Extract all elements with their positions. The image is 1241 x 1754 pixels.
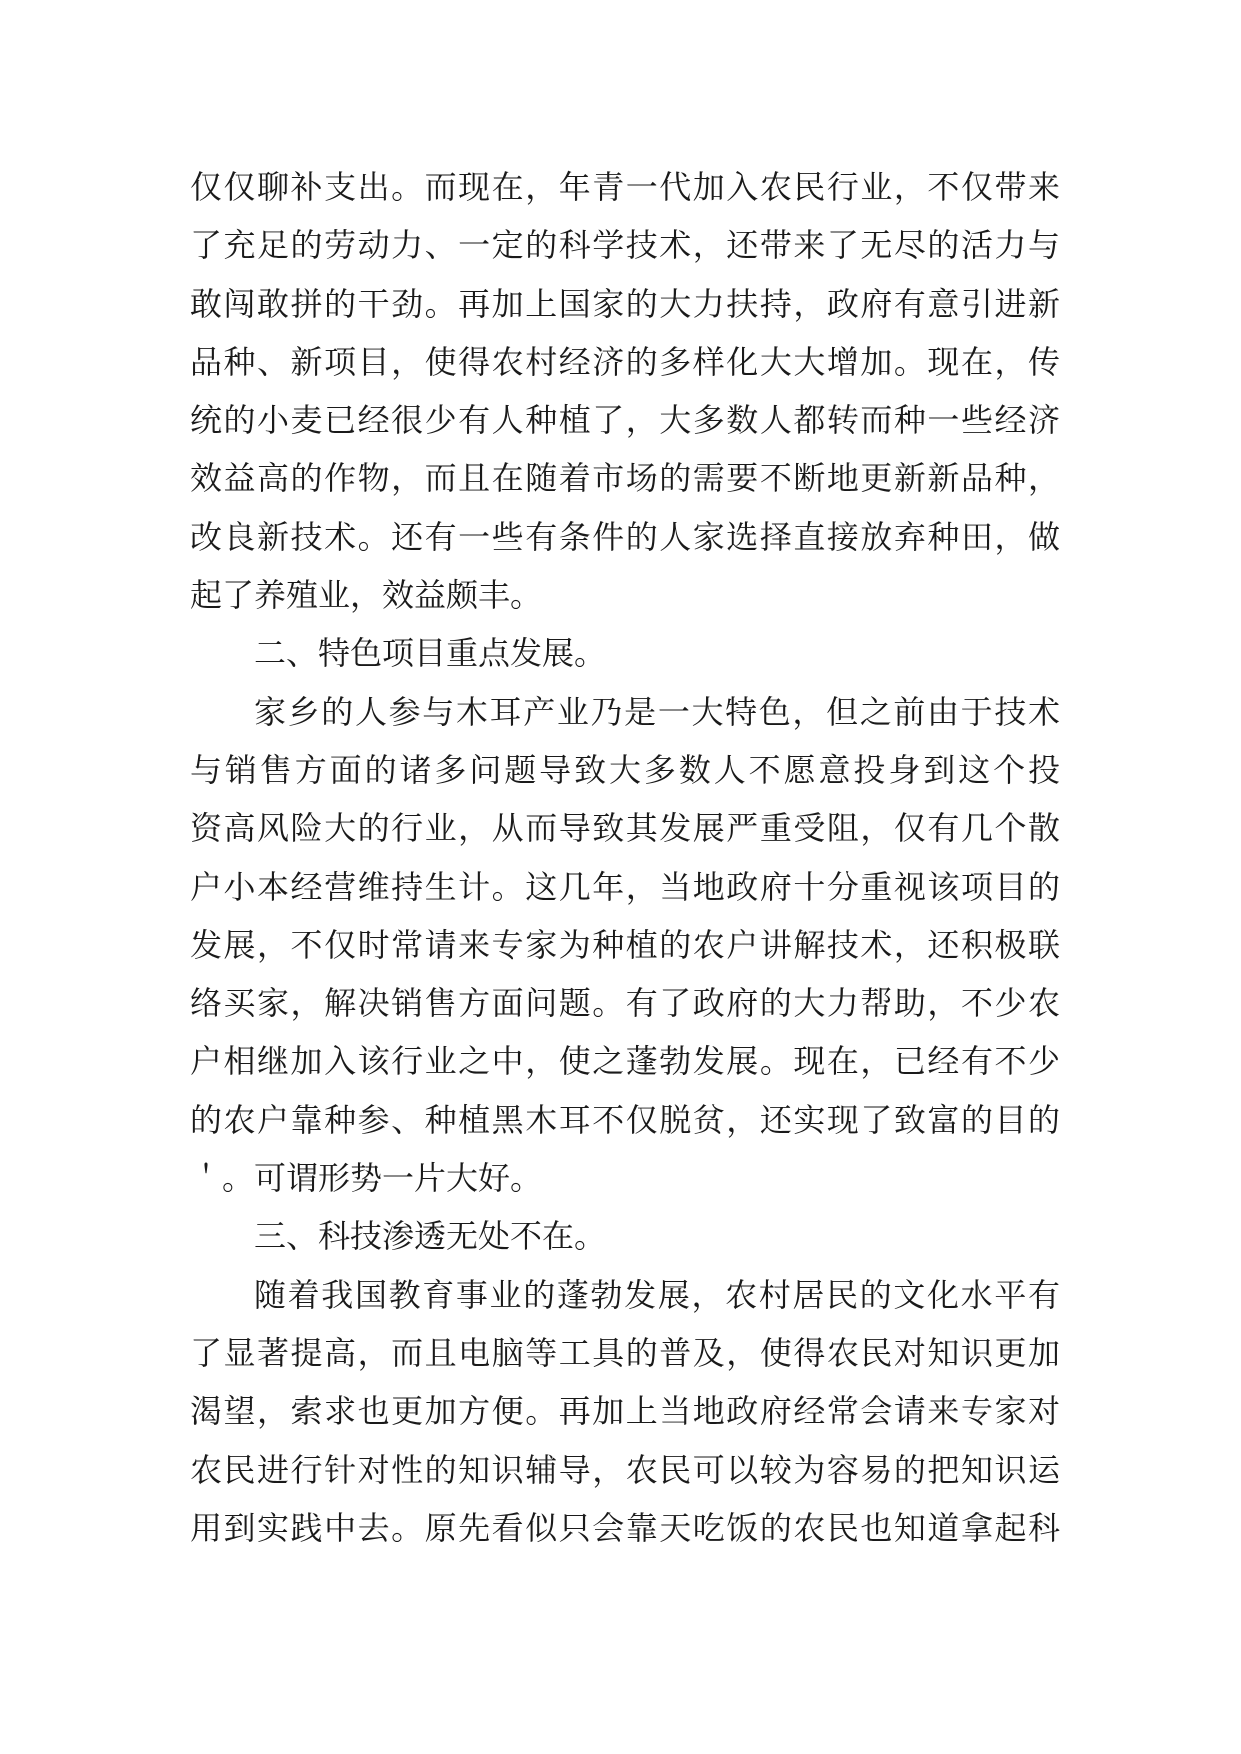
text-line: 户小本经营维持生计。这几年，当地政府十分重视该项目的 — [190, 867, 1060, 906]
text-line: 农民进行针对性的知识辅导，农民可以较为容易的把知识运 — [190, 1450, 1060, 1489]
text-line: 统的小麦已经很少有人种植了，大多数人都转而种一些经济 — [190, 401, 1060, 440]
text-line: 效益高的作物，而且在随着市场的需要不断地更新新品种， — [190, 459, 1060, 498]
text-line: 仅仅聊补支出。而现在，年青一代加入农民行业，不仅带来 — [190, 168, 1060, 206]
text-line: 的农户靠种参、种植黑木耳不仅脱贫，还实现了致富的目的 — [190, 1100, 1060, 1139]
text-line: 发展，不仅时常请来专家为种植的农户讲解技术，还积极联 — [190, 925, 1060, 964]
text-line: 敢闯敢拼的干劲。再加上国家的大力扶持，政府有意引进新 — [190, 284, 1060, 323]
document-body — [190, 158, 1060, 1557]
section-heading: 三、科技渗透无处不在。 — [254, 1217, 607, 1256]
section-heading: 二、特色项目重点发展。 — [254, 634, 607, 673]
text-line: 起了养殖业，效益颇丰。 — [190, 576, 543, 615]
text-line: 用到实践中去。原先看似只会靠天吃饭的农民也知道拿起科 — [190, 1508, 1060, 1547]
text-line: 改良新技术。还有一些有条件的人家选择直接放弃种田，做 — [190, 517, 1060, 556]
text-line: 家乡的人参与木耳产业乃是一大特色，但之前由于技术 — [254, 692, 1060, 731]
text-line: 随着我国教育事业的蓬勃发展，农村居民的文化水平有 — [254, 1275, 1060, 1314]
text-line: 与销售方面的诸多问题导致大多数人不愿意投身到这个投 — [190, 750, 1060, 789]
text-line: 渴望，索求也更加方便。再加上当地政府经常会请来专家对 — [190, 1392, 1060, 1431]
text-line: 了充足的劳动力、一定的科学技术，还带来了无尽的活力与 — [190, 226, 1060, 265]
text-line: 户相继加入该行业之中，使之蓬勃发展。现在，已经有不少 — [190, 1042, 1060, 1081]
text-line: ＇。可谓形势一片大好。 — [190, 1159, 543, 1198]
text-line: 络买家，解决销售方面问题。有了政府的大力帮助，不少农 — [190, 984, 1060, 1023]
text-line: 了显著提高，而且电脑等工具的普及，使得农民对知识更加 — [190, 1333, 1060, 1372]
text-line: 品种、新项目，使得农村经济的多样化大大增加。现在，传 — [190, 342, 1060, 381]
text-line: 资高风险大的行业，从而导致其发展严重受阻，仅有几个散 — [190, 809, 1060, 848]
